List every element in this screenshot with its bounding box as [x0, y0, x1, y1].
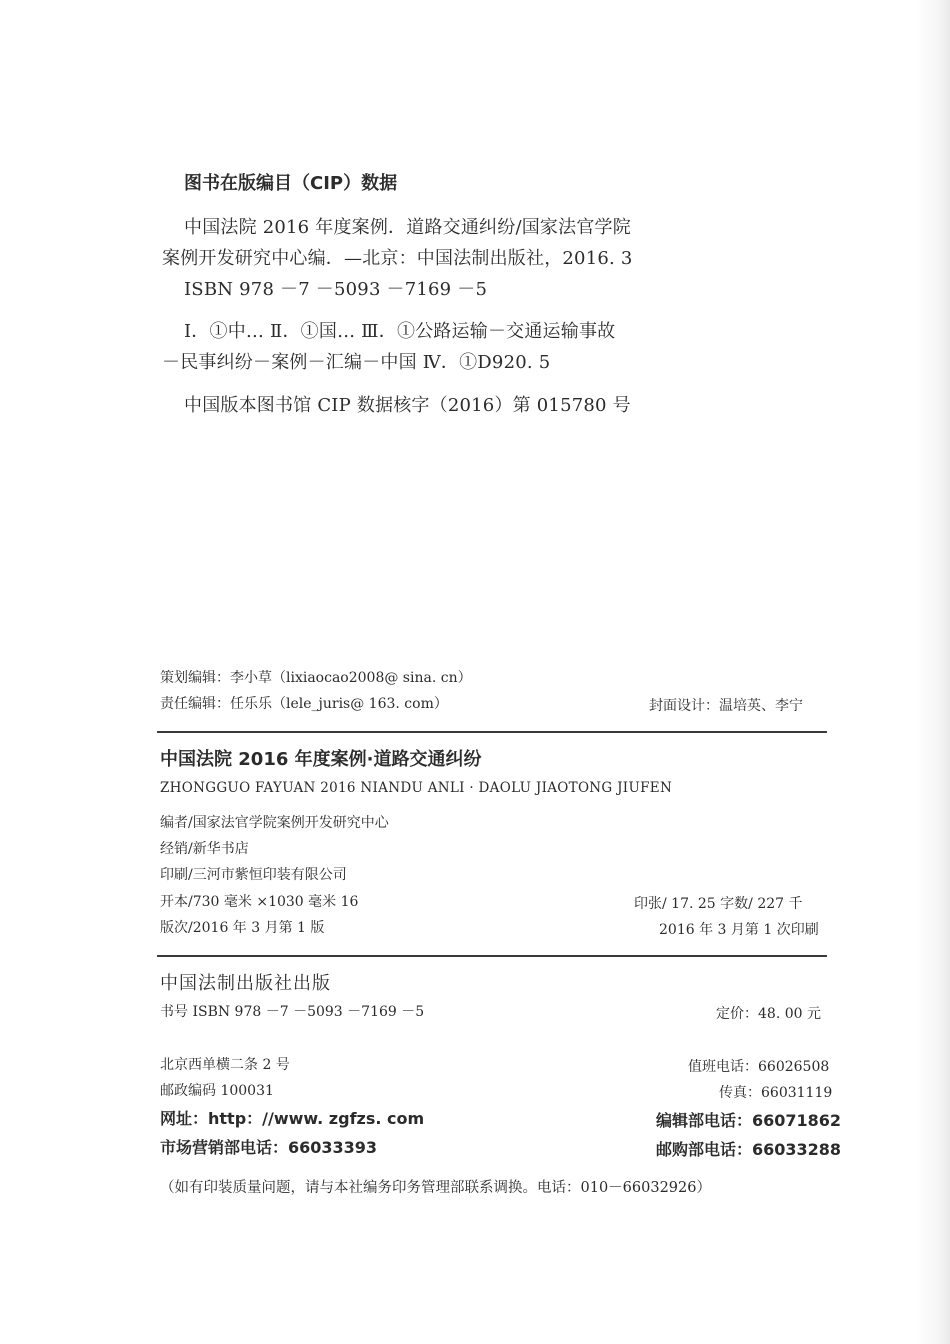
publisher-name: 中国法制出版社出版 [160, 973, 331, 994]
cip-line-2: 案例开发研究中心编．—北京：中国法制出版社，2016. 3 [162, 248, 633, 269]
compiler: 编者/国家法官学院案例开发研究中心 [160, 815, 389, 831]
format: 开本/730 毫米 ×1030 毫米 16 [160, 894, 359, 910]
duty-phone: 值班电话：66026508 [688, 1059, 830, 1075]
cip-line-1: 中国法院 2016 年度案例．道路交通纠纷/国家法官学院 [184, 217, 631, 238]
cip-classification-1: Ⅰ．①中… Ⅱ．①国… Ⅲ．①公路运输－交通运输事故 [184, 321, 616, 342]
responsible-editor: 责任编辑：任乐乐（lele_juris@ 163. com） [160, 696, 448, 712]
page-edge-shadow [916, 0, 950, 1344]
cip-heading: 图书在版编目（CIP）数据 [184, 173, 398, 194]
distributor: 经销/新华书店 [160, 841, 249, 857]
editorial-phone: 编辑部电话：66071862 [656, 1111, 842, 1130]
mail-order-phone: 邮购部电话：66033288 [656, 1140, 842, 1159]
cip-isbn: ISBN 978 －7 －5093 －7169 －5 [184, 279, 488, 300]
fax: 传真：66031119 [719, 1085, 833, 1101]
divider-top [157, 731, 827, 733]
price: 定价：48. 00 元 [716, 1006, 821, 1022]
edition: 版次/2016 年 3 月第 1 版 [160, 920, 325, 936]
book-pinyin-title: ZHONGGUO FAYUAN 2016 NIANDU ANLI · DAOLU JIAOTONG JIUFEN [160, 780, 673, 796]
planning-editor: 策划编辑：李小草（lixiaocao2008@ sina. cn） [160, 670, 472, 686]
address: 北京西单横二条 2 号 [160, 1057, 290, 1073]
sheets-and-word-count: 印张/ 17. 25 字数/ 227 千 [634, 896, 803, 912]
printer: 印刷/三河市紫恒印装有限公司 [160, 867, 347, 883]
divider-bottom [157, 955, 827, 957]
printing: 2016 年 3 月第 1 次印刷 [659, 922, 819, 938]
cip-classification-2: －民事纠纷－案例－汇编－中国 Ⅳ．①D920. 5 [162, 352, 551, 373]
marketing-phone: 市场营销部电话：66033393 [160, 1138, 378, 1157]
quality-notice: （如有印装质量问题，请与本社编务印务管理部联系调换。电话：010－66032926） [160, 1180, 711, 1196]
cip-core-record: 中国版本图书馆 CIP 数据核字（2016）第 015780 号 [184, 395, 631, 416]
book-title: 中国法院 2016 年度案例·道路交通纠纷 [160, 749, 482, 770]
postcode: 邮政编码 100031 [160, 1083, 274, 1099]
website: 网址：http：//www. zgfzs. com [160, 1109, 425, 1128]
book-number: 书号 ISBN 978 －7 －5093 －7169 －5 [160, 1004, 425, 1020]
cover-designer: 封面设计：温培英、李宁 [649, 698, 803, 714]
